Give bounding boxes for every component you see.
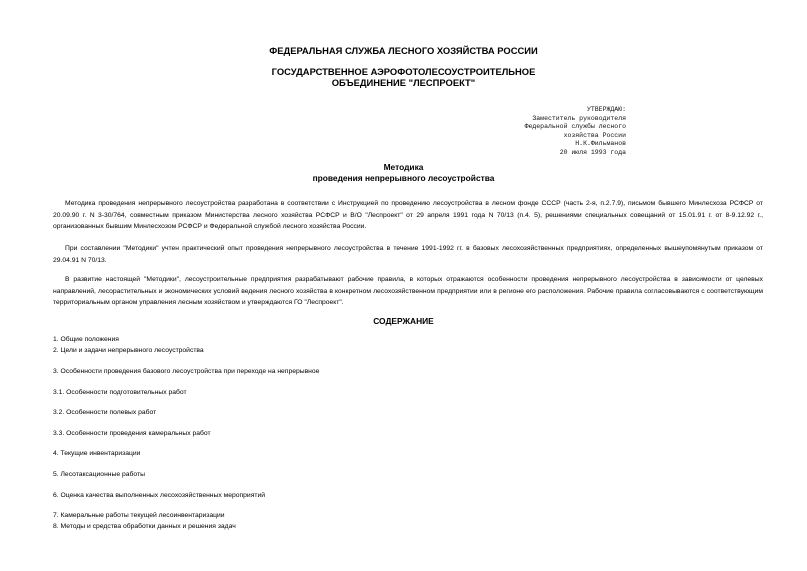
- toc-item[interactable]: 8. Методы и средства обработки данных и решения задач: [53, 523, 236, 530]
- approval-line: 20 июля 1993 года: [559, 148, 626, 156]
- toc-item[interactable]: 2. Цели и задачи непрерывного лесоустройства: [53, 347, 204, 354]
- approval-line: Н.К.Фильманов: [575, 140, 626, 148]
- organization-title-line-2: ОБЪЕДИНЕНИЕ "ЛЕСПРОЕКТ": [331, 77, 476, 88]
- document-title-line-1: Методика: [383, 162, 424, 172]
- approval-line: Заместитель руководителя: [532, 114, 626, 122]
- intro-paragraph-2: При составлении "Методики" учтен практический опыт проведения непрерывного лесоустройства в течение 1991-1992 гг. в базовых лесохозяйственных предприятиях, определенных вышеупомянутым приказом от 29.04.91 N 70/13.: [53, 245, 763, 264]
- toc-item[interactable]: 7. Камеральные работы текущей лесоинвентаризации: [53, 512, 225, 519]
- toc-item[interactable]: 3.2. Особенности полевых работ: [53, 409, 157, 416]
- agency-title: ФЕДЕРАЛЬНАЯ СЛУЖБА ЛЕСНОГО ХОЗЯЙСТВА РОССИИ: [269, 45, 538, 56]
- approval-line: хозяйства России: [563, 131, 626, 139]
- intro-paragraph-1: Методика проведения непрерывного лесоустройства разработана в соответствии с Инструкцией по проведению лесоустройства в лесном фонде СССР (часть 2-я, п.2.7.9), письмом бывшего Минлесхоза РСФСР от 20.09.90 г. N 3-30/764, совместным приказом Министерства лесного хозяйства РСФСР и В/О "Леспроект" от 29 апреля 1991 года N 70/13 (п.4. 5), решениями специальных совещаний от 15.01.91 г. от 8-9.12.92 г., организованных бывшим Минлесхозом РСФСР и Федеральной службой лесного хозяйства России.: [53, 200, 763, 231]
- toc-item[interactable]: 4. Текущие инвентаризации: [53, 450, 141, 457]
- intro-paragraph-3: В развитие настоящей "Методики", лесоустроительные предприятия разрабатывают рабочие правила, в которых отражаются особенности проведения непрерывного лесоустройства в зависимости от целевых направлений, лесорастительных и экономических условий ведения лесного хозяйства в конкретном лесохозяйственном предприятии или в регионе его расположения. Рабочие правила согласовываются с соответствующим территориальным органом управления лесным хозяйством и утверждаются ГО "Леспроект".: [53, 276, 763, 307]
- organization-title-line-1: ГОСУДАРСТВЕННОЕ АЭРОФОТОЛЕСОУСТРОИТЕЛЬНОЕ: [271, 66, 536, 77]
- toc-item[interactable]: 3. Особенности проведения базового лесоустройства при переходе на непрерывное: [53, 368, 320, 375]
- toc-item[interactable]: 3.1. Особенности подготовительных работ: [53, 389, 187, 396]
- toc-item[interactable]: 6. Оценка качества выполненных лесохозяйственных мероприятий: [53, 492, 265, 499]
- toc-item[interactable]: 3.3. Особенности проведения камеральных работ: [53, 430, 211, 437]
- toc-item[interactable]: 1. Общие положения: [53, 336, 119, 343]
- toc-item[interactable]: 5. Лесотаксационные работы: [53, 471, 145, 478]
- toc-heading: СОДЕРЖАНИЕ: [373, 316, 434, 326]
- approval-block: [525, 106, 626, 158]
- approval-line: УТВЕРЖДАЮ:: [586, 106, 626, 113]
- document-title-line-2: проведения непрерывного лесоустройства: [312, 173, 495, 183]
- document-title: [0, 162, 807, 184]
- organization-title: [0, 66, 807, 88]
- approval-line: Федеральной службы лесного: [524, 123, 626, 131]
